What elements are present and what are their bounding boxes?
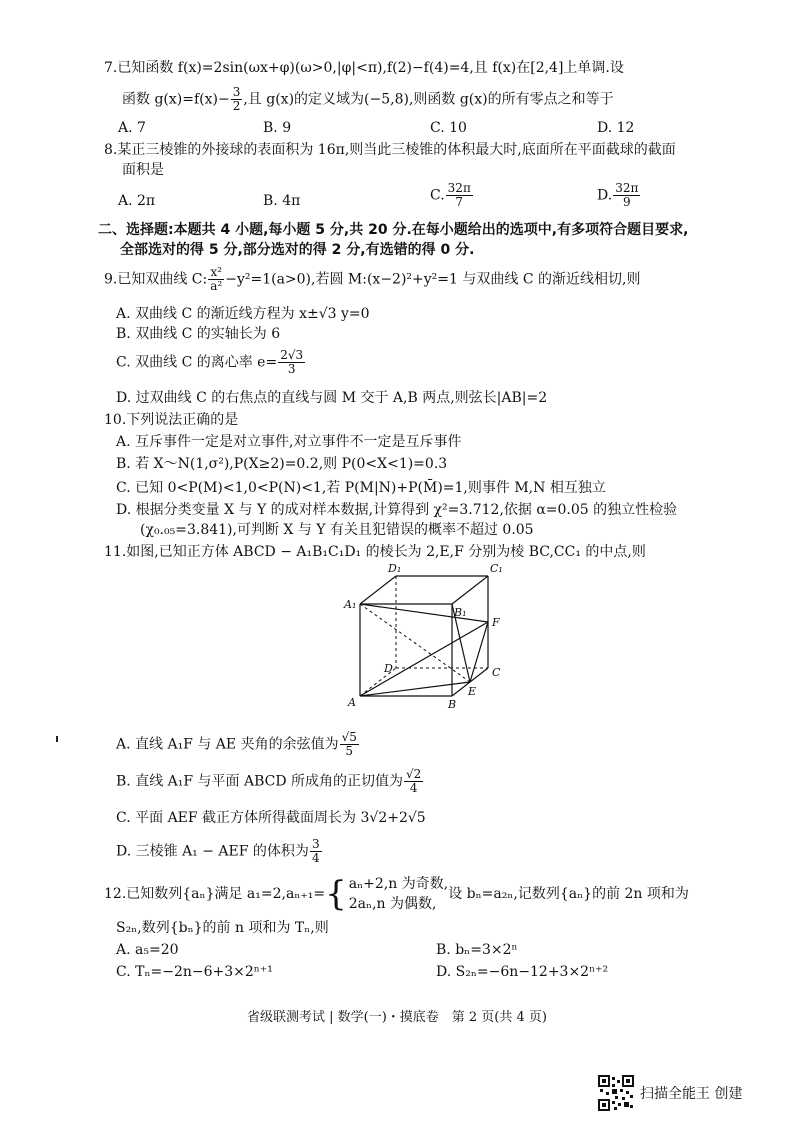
q12-option-a: A. a₅=20 bbox=[116, 942, 179, 958]
q11-b-num: √2 bbox=[406, 767, 422, 781]
q9-option-c bbox=[116, 349, 306, 376]
label-f: F bbox=[492, 616, 500, 629]
label-c: C bbox=[492, 666, 501, 679]
q7-stem-line1: 7.已知函数 f(x)=2sin(ωx+φ)(ω>0,|φ|<π),f(2)−f(4)=4,且 f(x)在[2,4]上单调.设 bbox=[104, 60, 624, 76]
q12-cases bbox=[349, 874, 448, 914]
q11-stem: 11.如图,已知正方体 ABCD − A₁B₁C₁D₁ 的棱长为 2,E,F 分别为棱 BC,CC₁ 的中点,则 bbox=[104, 544, 646, 560]
q12-case-even: 2aₙ,n 为偶数, bbox=[348, 896, 437, 912]
q9-option-a: A. 双曲线 C 的渐近线方程为 x±√3 y=0 bbox=[116, 306, 370, 322]
q10-option-d-line1: D. 根据分类变量 X 与 Y 的成对样本数据,计算得到 χ²=3.712,依据 α=0.05 的独立性检验 bbox=[116, 502, 678, 518]
q8-option-c-label: C. bbox=[430, 187, 445, 204]
q11-option-d bbox=[116, 838, 323, 865]
segment-a-e bbox=[360, 682, 470, 696]
q8-c-den: 7 bbox=[455, 195, 464, 209]
page-footer: 省级联测考试 | 数学(一)・摸底卷 第 2 页(共 4 页) bbox=[246, 1010, 547, 1025]
q12-stem bbox=[104, 874, 689, 914]
label-a: A bbox=[348, 696, 356, 709]
q8-stem-line1: 8.某正三棱锥的外接球的表面积为 16π,则当此三棱锥的体积最大时,底面所在平面截球的截面 bbox=[104, 142, 676, 158]
q11-option-a-fraction bbox=[340, 731, 359, 758]
q8-option-d-label: D. bbox=[597, 187, 613, 204]
cube-figure bbox=[340, 560, 510, 710]
section2-heading-line2: 全部选对的得 5 分,部分选对的得 2 分,有选错的得 0 分. bbox=[120, 242, 475, 258]
q10-option-b: B. 若 X～N(1,σ²),P(X≥2)=0.2,则 P(0<X<1)=0.3 bbox=[116, 456, 448, 472]
q11-option-c: C. 平面 AEF 截正方体所得截面周长为 3√2+2√5 bbox=[116, 810, 426, 826]
q12-stem-line2: S₂ₙ,数列{bₙ}的前 n 项和为 Tₙ,则 bbox=[116, 920, 329, 936]
q9-c-den: 3 bbox=[287, 362, 296, 376]
q11-d-num: 3 bbox=[311, 837, 320, 851]
q8-c-num: 32π bbox=[447, 181, 471, 195]
q7-option-b: B. 9 bbox=[263, 120, 292, 136]
qr-code-icon bbox=[598, 1075, 634, 1111]
q7-frac-num: 3 bbox=[232, 85, 241, 99]
label-a1: A₁ bbox=[344, 598, 357, 611]
q7-stem-part2: ,且 g(x)的定义域为(−5,8),则函数 g(x)的所有零点之和等于 bbox=[243, 91, 614, 108]
q11-option-d-text: D. 三棱锥 A₁ − AEF 的体积为 bbox=[116, 843, 309, 860]
q11-d-den: 4 bbox=[311, 851, 320, 865]
q7-option-a: A. 7 bbox=[118, 120, 146, 136]
q8-option-a: A. 2π bbox=[118, 193, 156, 209]
q11-option-d-fraction bbox=[310, 838, 322, 865]
q12-case-odd: aₙ+2,n 为奇数, bbox=[348, 876, 449, 892]
q8-option-d bbox=[597, 182, 641, 209]
q10-option-d-line2: (χ₀.₀₅=3.841),可判断 X 与 Y 有关且犯错误的概率不超过 0.05 bbox=[140, 522, 534, 538]
q8-d-den: 9 bbox=[622, 195, 631, 209]
q8-option-c-fraction bbox=[446, 182, 473, 209]
q7-stem-line2 bbox=[122, 86, 614, 113]
q11-a-den: 5 bbox=[345, 744, 354, 758]
label-c1: C₁ bbox=[490, 562, 503, 575]
q10-option-a: A. 互斥事件一定是对立事件,对立事件不一定是互斥事件 bbox=[116, 434, 462, 450]
q11-b-den: 4 bbox=[409, 781, 418, 795]
label-b1: B₁ bbox=[454, 606, 467, 619]
q8-option-c bbox=[430, 182, 474, 209]
label-d: D bbox=[384, 662, 393, 675]
scanner-watermark: 扫描全能王 创建 bbox=[640, 1086, 743, 1102]
q12-option-b: B. bₙ=3×2ⁿ bbox=[436, 942, 518, 958]
q9-c-num: 2√3 bbox=[280, 348, 304, 362]
q12-option-d: D. S₂ₙ=−6n−12+3×2ⁿ⁺² bbox=[436, 964, 609, 980]
section2-heading-line1: 二、选择题:本题共 4 小题,每小题 5 分,共 20 分.在每小题给出的选项中,有多项符合题目要求, bbox=[98, 222, 689, 238]
label-b: B bbox=[448, 698, 457, 710]
q9-stem-part1: 9.已知双曲线 C: bbox=[104, 271, 208, 288]
q8-d-num: 32π bbox=[615, 181, 639, 195]
q10-stem: 10.下列说法正确的是 bbox=[104, 412, 239, 428]
q9-frac-den: a² bbox=[210, 279, 223, 293]
segment-a1-f bbox=[360, 604, 488, 622]
q9-frac-num: x² bbox=[208, 266, 224, 280]
q8-option-d-fraction bbox=[613, 182, 640, 209]
q9-stem bbox=[104, 266, 640, 293]
q7-fraction bbox=[231, 86, 243, 113]
scan-mark bbox=[56, 736, 58, 742]
edge-a1-d1 bbox=[360, 576, 396, 604]
q11-option-b bbox=[116, 768, 424, 795]
q9-fraction bbox=[208, 266, 224, 293]
q12-option-c: C. Tₙ=−2n−6+3×2ⁿ⁺¹ bbox=[116, 964, 273, 980]
q12-stem-part2: 设 bₙ=a₂ₙ,记数列{aₙ}的前 2n 项和为 bbox=[448, 886, 689, 902]
q9-option-c-text: C. 双曲线 C 的离心率 e= bbox=[116, 354, 278, 371]
q11-option-b-fraction bbox=[404, 768, 423, 795]
q10-option-c: C. 已知 0<P(M)<1,0<P(N)<1,若 P(M|N)+P(M̄)=1,则事件 M,N 相互独立 bbox=[116, 480, 606, 496]
q11-option-a bbox=[116, 731, 360, 758]
edge-b1-c1 bbox=[452, 576, 488, 604]
q9-option-c-fraction bbox=[278, 349, 305, 376]
q12-brace: { bbox=[325, 874, 347, 914]
label-d1: D₁ bbox=[388, 562, 402, 575]
q7-option-d: D. 12 bbox=[597, 120, 635, 136]
q7-stem-part1: 函数 g(x)=f(x)− bbox=[122, 91, 230, 108]
q7-frac-den: 2 bbox=[232, 99, 241, 113]
q11-option-a-text: A. 直线 A₁F 与 AE 夹角的余弦值为 bbox=[116, 736, 339, 753]
q9-option-d: D. 过双曲线 C 的右焦点的直线与圆 M 交于 A,B 两点,则弦长|AB|=2 bbox=[116, 390, 548, 406]
label-e: E bbox=[468, 685, 477, 698]
q11-a-num: √5 bbox=[341, 730, 357, 744]
q8-option-b: B. 4π bbox=[263, 193, 301, 209]
q12-stem-part1: 12.已知数列{aₙ}满足 a₁=2,aₙ₊₁= bbox=[104, 886, 326, 902]
q8-stem-line2: 面积是 bbox=[122, 162, 164, 178]
q11-option-b-text: B. 直线 A₁F 与平面 ABCD 所成角的正切值为 bbox=[116, 773, 404, 790]
q9-stem-part2: −y²=1(a>0),若圆 M:(x−2)²+y²=1 与双曲线 C 的渐近线相切,则 bbox=[225, 271, 641, 288]
q7-option-c: C. 10 bbox=[430, 120, 467, 136]
q9-option-b: B. 双曲线 C 的实轴长为 6 bbox=[116, 326, 281, 342]
